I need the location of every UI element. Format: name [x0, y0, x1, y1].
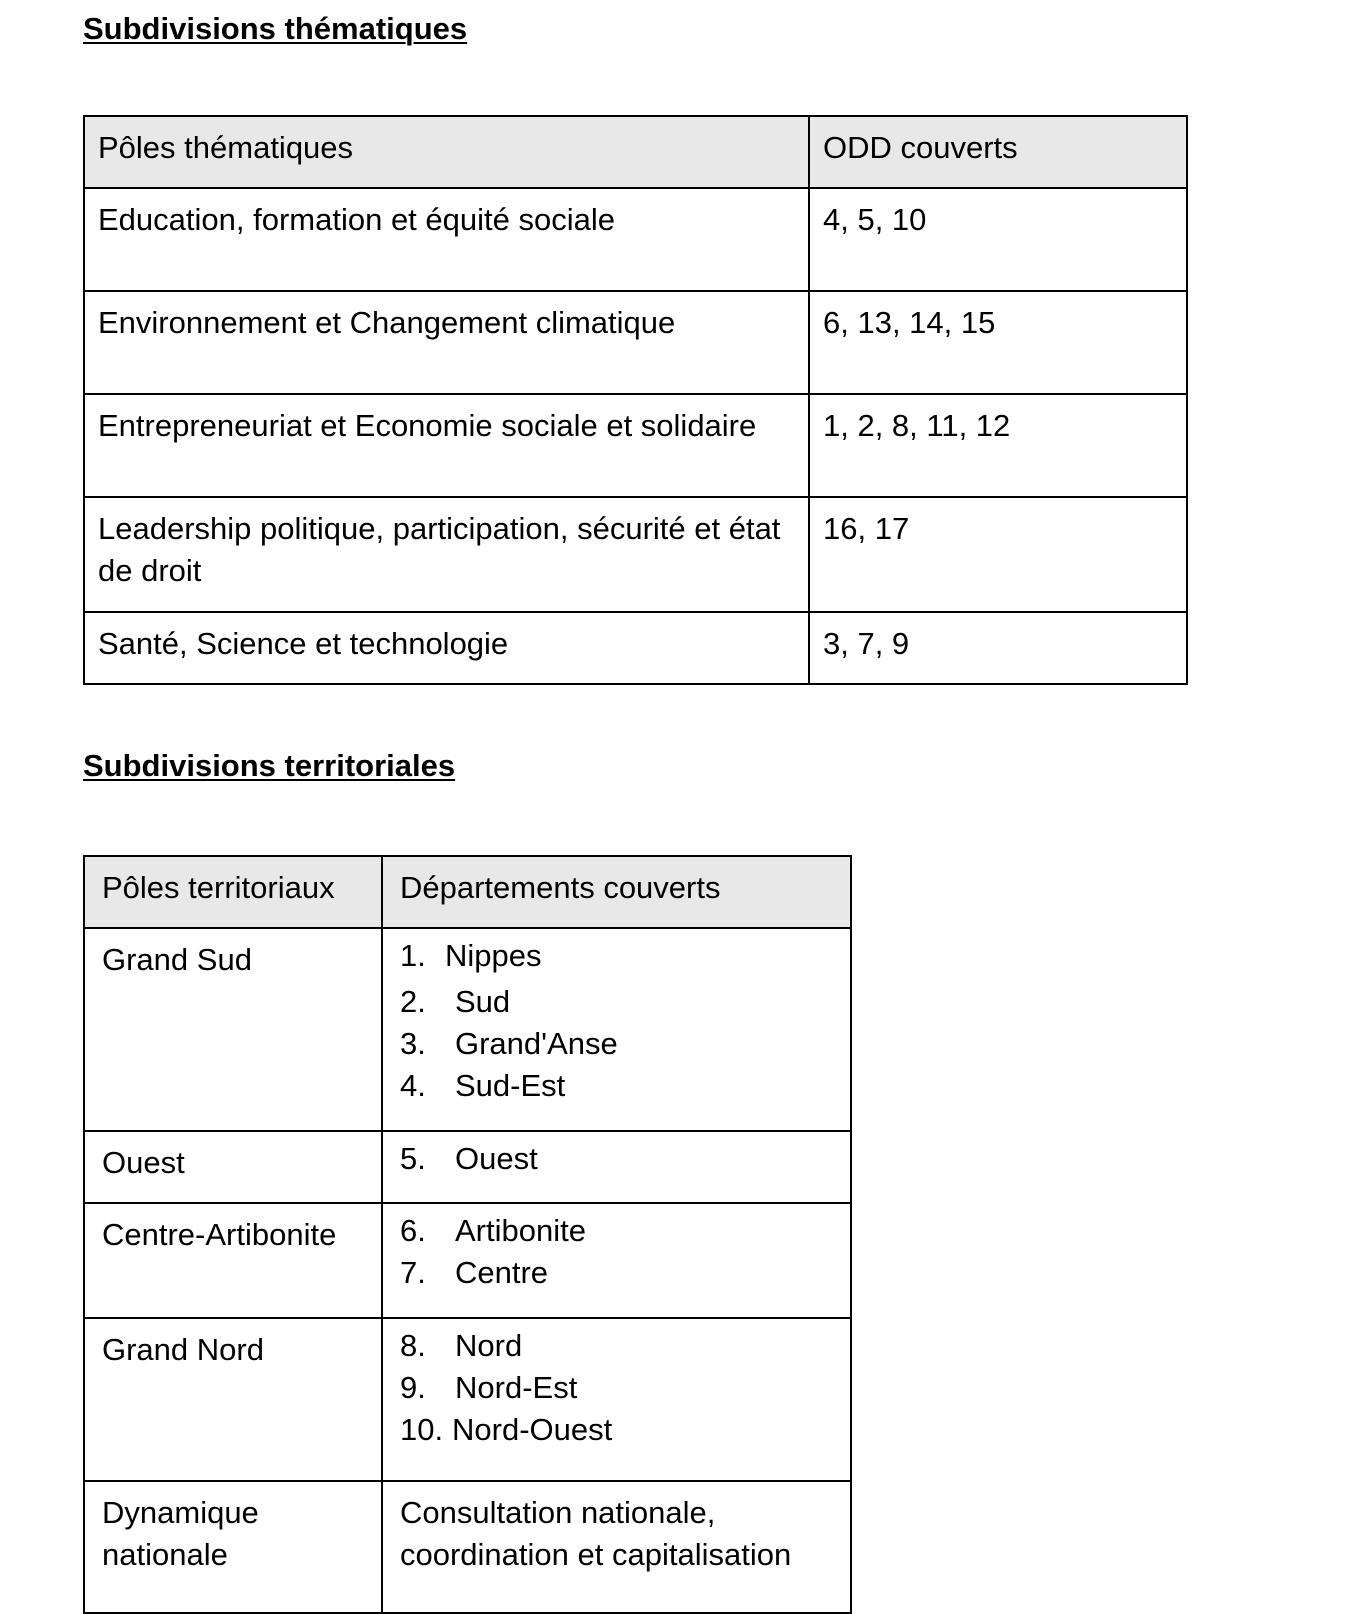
- odd-cell: 6, 13, 14, 15: [809, 291, 1187, 394]
- pole-cell: Centre-Artibonite: [84, 1203, 382, 1318]
- odd-cell: 4, 5, 10: [809, 188, 1187, 291]
- header-cell-poles-territoriaux: Pôles territoriaux: [84, 856, 382, 928]
- header-cell-departements-couverts: Départements couverts: [382, 856, 851, 928]
- header-cell-poles-thematiques: Pôles thématiques: [84, 116, 809, 188]
- odd-cell: 16, 17: [809, 497, 1187, 612]
- list-item-number: 9.: [400, 1370, 426, 1405]
- table-row: [84, 1318, 851, 1481]
- departments-cell: [382, 1318, 851, 1481]
- table-row: [84, 928, 851, 1131]
- departments-cell: [382, 1131, 851, 1203]
- table-row: [84, 394, 1187, 497]
- departments-cell: [382, 1203, 851, 1318]
- list-item: [400, 1210, 834, 1252]
- pole-cell: Ouest: [84, 1131, 382, 1203]
- table-row: [84, 1203, 851, 1318]
- list-item-label: Nippes: [445, 938, 542, 973]
- department-list: [400, 1325, 834, 1451]
- table-row: [84, 1131, 851, 1203]
- list-item-label: Nord-Ouest: [452, 1412, 613, 1447]
- list-item: [400, 1325, 834, 1367]
- list-item-number: 8.: [400, 1328, 426, 1363]
- table-header-row: [84, 116, 1187, 188]
- pole-cell: Dynamique nationale: [84, 1481, 382, 1613]
- table-row: [84, 612, 1187, 684]
- pole-cell: Environnement et Changement climatique: [84, 291, 809, 394]
- list-item-label: Sud: [455, 984, 511, 1019]
- list-item-label: Ouest: [455, 1141, 538, 1176]
- list-item-number: 4.: [400, 1068, 426, 1103]
- list-item: [400, 939, 834, 972]
- pole-cell: Leadership politique, participation, sécurité et état de droit: [84, 497, 809, 612]
- table-header-row: [84, 856, 851, 928]
- list-item: [400, 1409, 834, 1451]
- territorial-table: [83, 855, 852, 1614]
- list-item-label: Nord: [455, 1328, 523, 1363]
- list-item: [400, 1138, 834, 1180]
- pole-cell: Grand Nord: [84, 1318, 382, 1481]
- table-row: [84, 291, 1187, 394]
- list-item: [400, 981, 834, 1023]
- header-cell-odd-couverts: ODD couverts: [809, 116, 1187, 188]
- list-item-label: Nord-Est: [455, 1370, 578, 1405]
- list-item-number: 7.: [400, 1255, 426, 1290]
- odd-cell: 3, 7, 9: [809, 612, 1187, 684]
- list-item-label: Sud-Est: [455, 1068, 566, 1103]
- list-item-number: 6.: [400, 1213, 426, 1248]
- thematic-section-title: Subdivisions thématiques: [83, 11, 468, 46]
- departments-cell: [382, 928, 851, 1131]
- list-item-number: 1.: [400, 938, 426, 973]
- department-list: [400, 939, 834, 1107]
- list-item-label: Grand'Anse: [455, 1026, 618, 1061]
- list-item-number: 2.: [400, 984, 426, 1019]
- departments-cell: Consultation nationale, coordination et capitalisation: [382, 1481, 851, 1613]
- list-item: [400, 1023, 834, 1065]
- table-row: [84, 1481, 851, 1613]
- pole-cell: Santé, Science et technologie: [84, 612, 809, 684]
- list-item-number: 3.: [400, 1026, 426, 1061]
- department-list: [400, 1138, 834, 1180]
- department-list: [400, 1210, 834, 1294]
- list-item: [400, 1252, 834, 1294]
- territorial-section-title: Subdivisions territoriales: [83, 748, 456, 783]
- pole-cell: Entrepreneuriat et Economie sociale et solidaire: [84, 394, 809, 497]
- pole-cell: Grand Sud: [84, 928, 382, 1131]
- pole-cell: Education, formation et équité sociale: [84, 188, 809, 291]
- list-item: [400, 1367, 834, 1409]
- odd-cell: 1, 2, 8, 11, 12: [809, 394, 1187, 497]
- list-item: [400, 1065, 834, 1107]
- list-item-number: 10.: [400, 1412, 444, 1447]
- list-item-label: Artibonite: [455, 1213, 586, 1248]
- thematic-table: [83, 115, 1188, 685]
- list-item-number: 5.: [400, 1141, 426, 1176]
- table-row: [84, 188, 1187, 291]
- table-row: [84, 497, 1187, 612]
- list-item-label: Centre: [455, 1255, 549, 1290]
